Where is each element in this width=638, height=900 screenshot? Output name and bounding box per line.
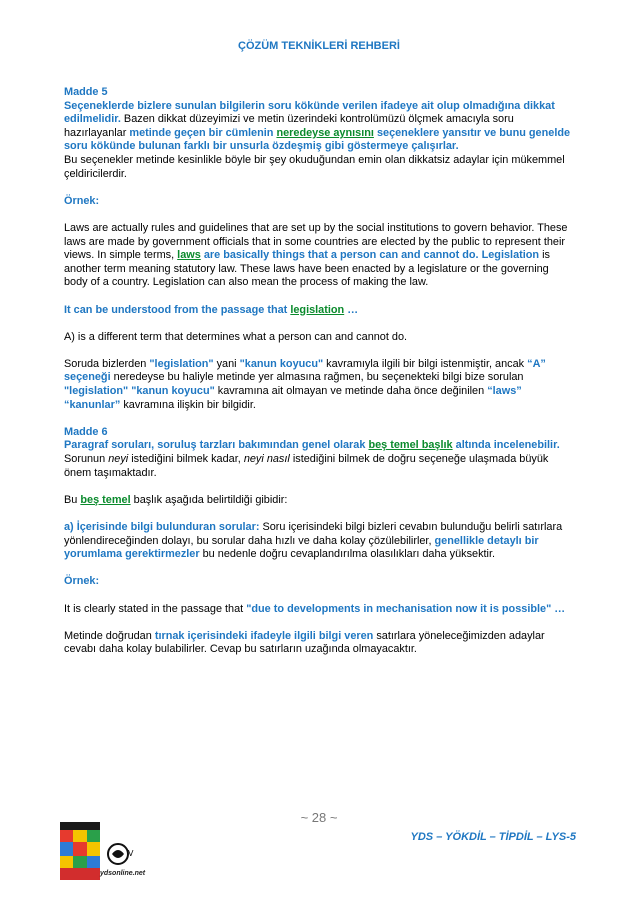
madde6-green: beş temel — [80, 493, 131, 506]
expl-text: satırlara yöneleceğimizden adaylar cevabı daha kolay bulabilirler. Cevap bu satırların uzağında olmayacaktır. — [64, 629, 545, 656]
page-body — [64, 86, 574, 671]
expl-text: kavramına ait olmayan ve metinde daha önce değinilen — [214, 385, 488, 398]
expl-text: neredeyse bu haliyle metinde yer almasına rağmen, bu seçenekteki bilgi bize sorulan — [110, 371, 524, 384]
madde5-bold-line: bunu genelde soru kökünde bulunan farklı bir unsurla özdeşmiş gibi göstermeye çalışırlar. — [64, 126, 571, 153]
expl-bold: "kanun koyucu" — [239, 357, 324, 370]
ornek1-answer: A) is a different term that determines what a person can and cannot do. — [64, 330, 408, 343]
question-green-text: legislation — [290, 303, 345, 316]
madde5-bold-text: metinde geçen bir cümlenin — [129, 126, 274, 139]
svg-text:V: V — [128, 849, 134, 858]
madde6-italic: neyi — [108, 453, 129, 466]
madde6-heading: Madde 6 — [64, 425, 108, 438]
expl-text: kavramına ilişkin bir bilgidir. — [120, 398, 256, 411]
madde6-italic: neyi nasıl — [243, 453, 290, 466]
madde5-bold-line: Seçeneklerde bizlere sunulan bilgilerin soru kökünde verilen ifadeye ait olup olmadığına — [64, 99, 521, 112]
madde5-text: Bu seçenekler metinde kesinlikle böyle bir şey okuduğundan emin olan dikkatsiz adaylar için — [64, 153, 509, 166]
expl-text: Soruda bizlerden — [64, 357, 150, 370]
passage-text: is another term meaning statutory law. These laws have been enacted by a legislature or the governing body of a country. Legislation can also mean the process of making the law. — [64, 249, 550, 289]
expl-bold: tırnak içerisindeki ifadeyle ilgili bilgi veren — [154, 629, 374, 642]
madde6-bold: altında incelenebilir. — [452, 439, 560, 452]
ydspublishing-logo-icon — [60, 822, 100, 880]
madde5-heading: Madde 5 — [64, 86, 108, 98]
madde6-item-a — [64, 521, 574, 562]
madde6-text: Bu — [64, 493, 81, 506]
expl-bold: “A” seçeneği — [64, 357, 546, 384]
madde6-list-intro — [64, 494, 574, 508]
expl-text: yani — [213, 357, 240, 370]
madde5-green-text: neredeyse aynısını — [276, 126, 374, 139]
ornek-label: Örnek: — [64, 575, 100, 588]
page-header-title: ÇÖZÜM TEKNİKLERİ REHBERİ — [238, 40, 400, 52]
madde5-bold-text: dikkat edilmelidir. — [64, 99, 555, 126]
expl-bold: “laws” “kanunlar” — [64, 385, 522, 411]
expl-bold: "legislation" "kanun koyucu" — [64, 385, 215, 398]
madde6-bold: Paragraf soruları, soruluş tarzları bakımından genel olarak — [64, 439, 369, 452]
ornek1-label — [64, 195, 574, 209]
expl-text: Metinde doğrudan — [64, 629, 155, 642]
question-text: It can be understood from the passage that — [64, 303, 291, 316]
item-a-heading: a) İçerisinde bilgi bulunduran sorular: — [64, 521, 260, 533]
madde5-text: mükemmel çeldiricilerdir. — [64, 153, 565, 180]
ornek-label: Örnek: — [64, 194, 100, 207]
passage-text: Laws are actually rules and guidelines that are set up by the social institutions to govern behavior. These laws are made by government officials that in some countries are elected by the public to represent their views. In simple terms, — [64, 221, 568, 262]
ornek2-question — [64, 603, 574, 617]
ornek2-explanation — [64, 630, 574, 657]
madde6-green: beş temel başlık — [368, 439, 453, 452]
item-a-text: bu nedenle doğru cevaplandırılma olasılıkları daha yüksektir. — [199, 548, 496, 561]
madde6-text: başlık aşağıda belirtildiği gibidir: — [130, 493, 288, 506]
madde5-text: Bazen dikkat düzeyimizi ve metin üzerindeki kontrolümüzü ölçmek amacıyla — [120, 113, 490, 126]
question-text: … — [344, 303, 359, 316]
question-text: It is clearly stated in the passage that — [64, 602, 247, 615]
expl-bold: "legislation" — [149, 357, 214, 370]
ornek1-passage — [64, 222, 574, 290]
page-number: ~ 28 ~ — [300, 810, 338, 825]
madde6-text: istediğini bilmek kadar, — [128, 453, 244, 466]
madde6-text: Sorunun — [64, 453, 109, 466]
madde6-block — [64, 426, 574, 480]
madde5-text: soru hazırlayanlar — [64, 113, 514, 139]
ornek1-question — [64, 304, 574, 318]
madde6-text: istediğini bilmek de doğru seçeneğe ulaşmada büyük önem taşımaktadır. — [64, 453, 549, 479]
passage-bold-text: are basically things that a person can and cannot do. Legislation — [200, 249, 540, 262]
madde5-bold-text: seçeneklere yansıtır ve — [376, 126, 497, 139]
logo-url-text: ydsonline.net — [100, 870, 146, 877]
expl-text: kavramıyla ilgili bir bilgi istenmiştir, ancak — [323, 357, 528, 370]
footer-exam-names: YDS – YÖKDİL – TİPDİL – LYS-5 — [410, 831, 576, 843]
ornek1-explanation — [64, 358, 574, 412]
passage-green-text: laws — [177, 249, 201, 262]
item-a-bold: genellikle detaylı bir yorumlama gerektirmezler — [64, 534, 539, 561]
ornek2-label — [64, 575, 574, 589]
question-bold: "due to developments in mechanisation now it is possible" … — [246, 602, 566, 615]
item-a-text: Soru içerisindeki bilgi bizleri cevabın bulunduğu belirli satırlara yönlendireceğinden dolayı, bu sorular daha hızlı ve daha kolay çözülebilirler, — [64, 521, 563, 547]
madde5-block — [64, 86, 574, 181]
